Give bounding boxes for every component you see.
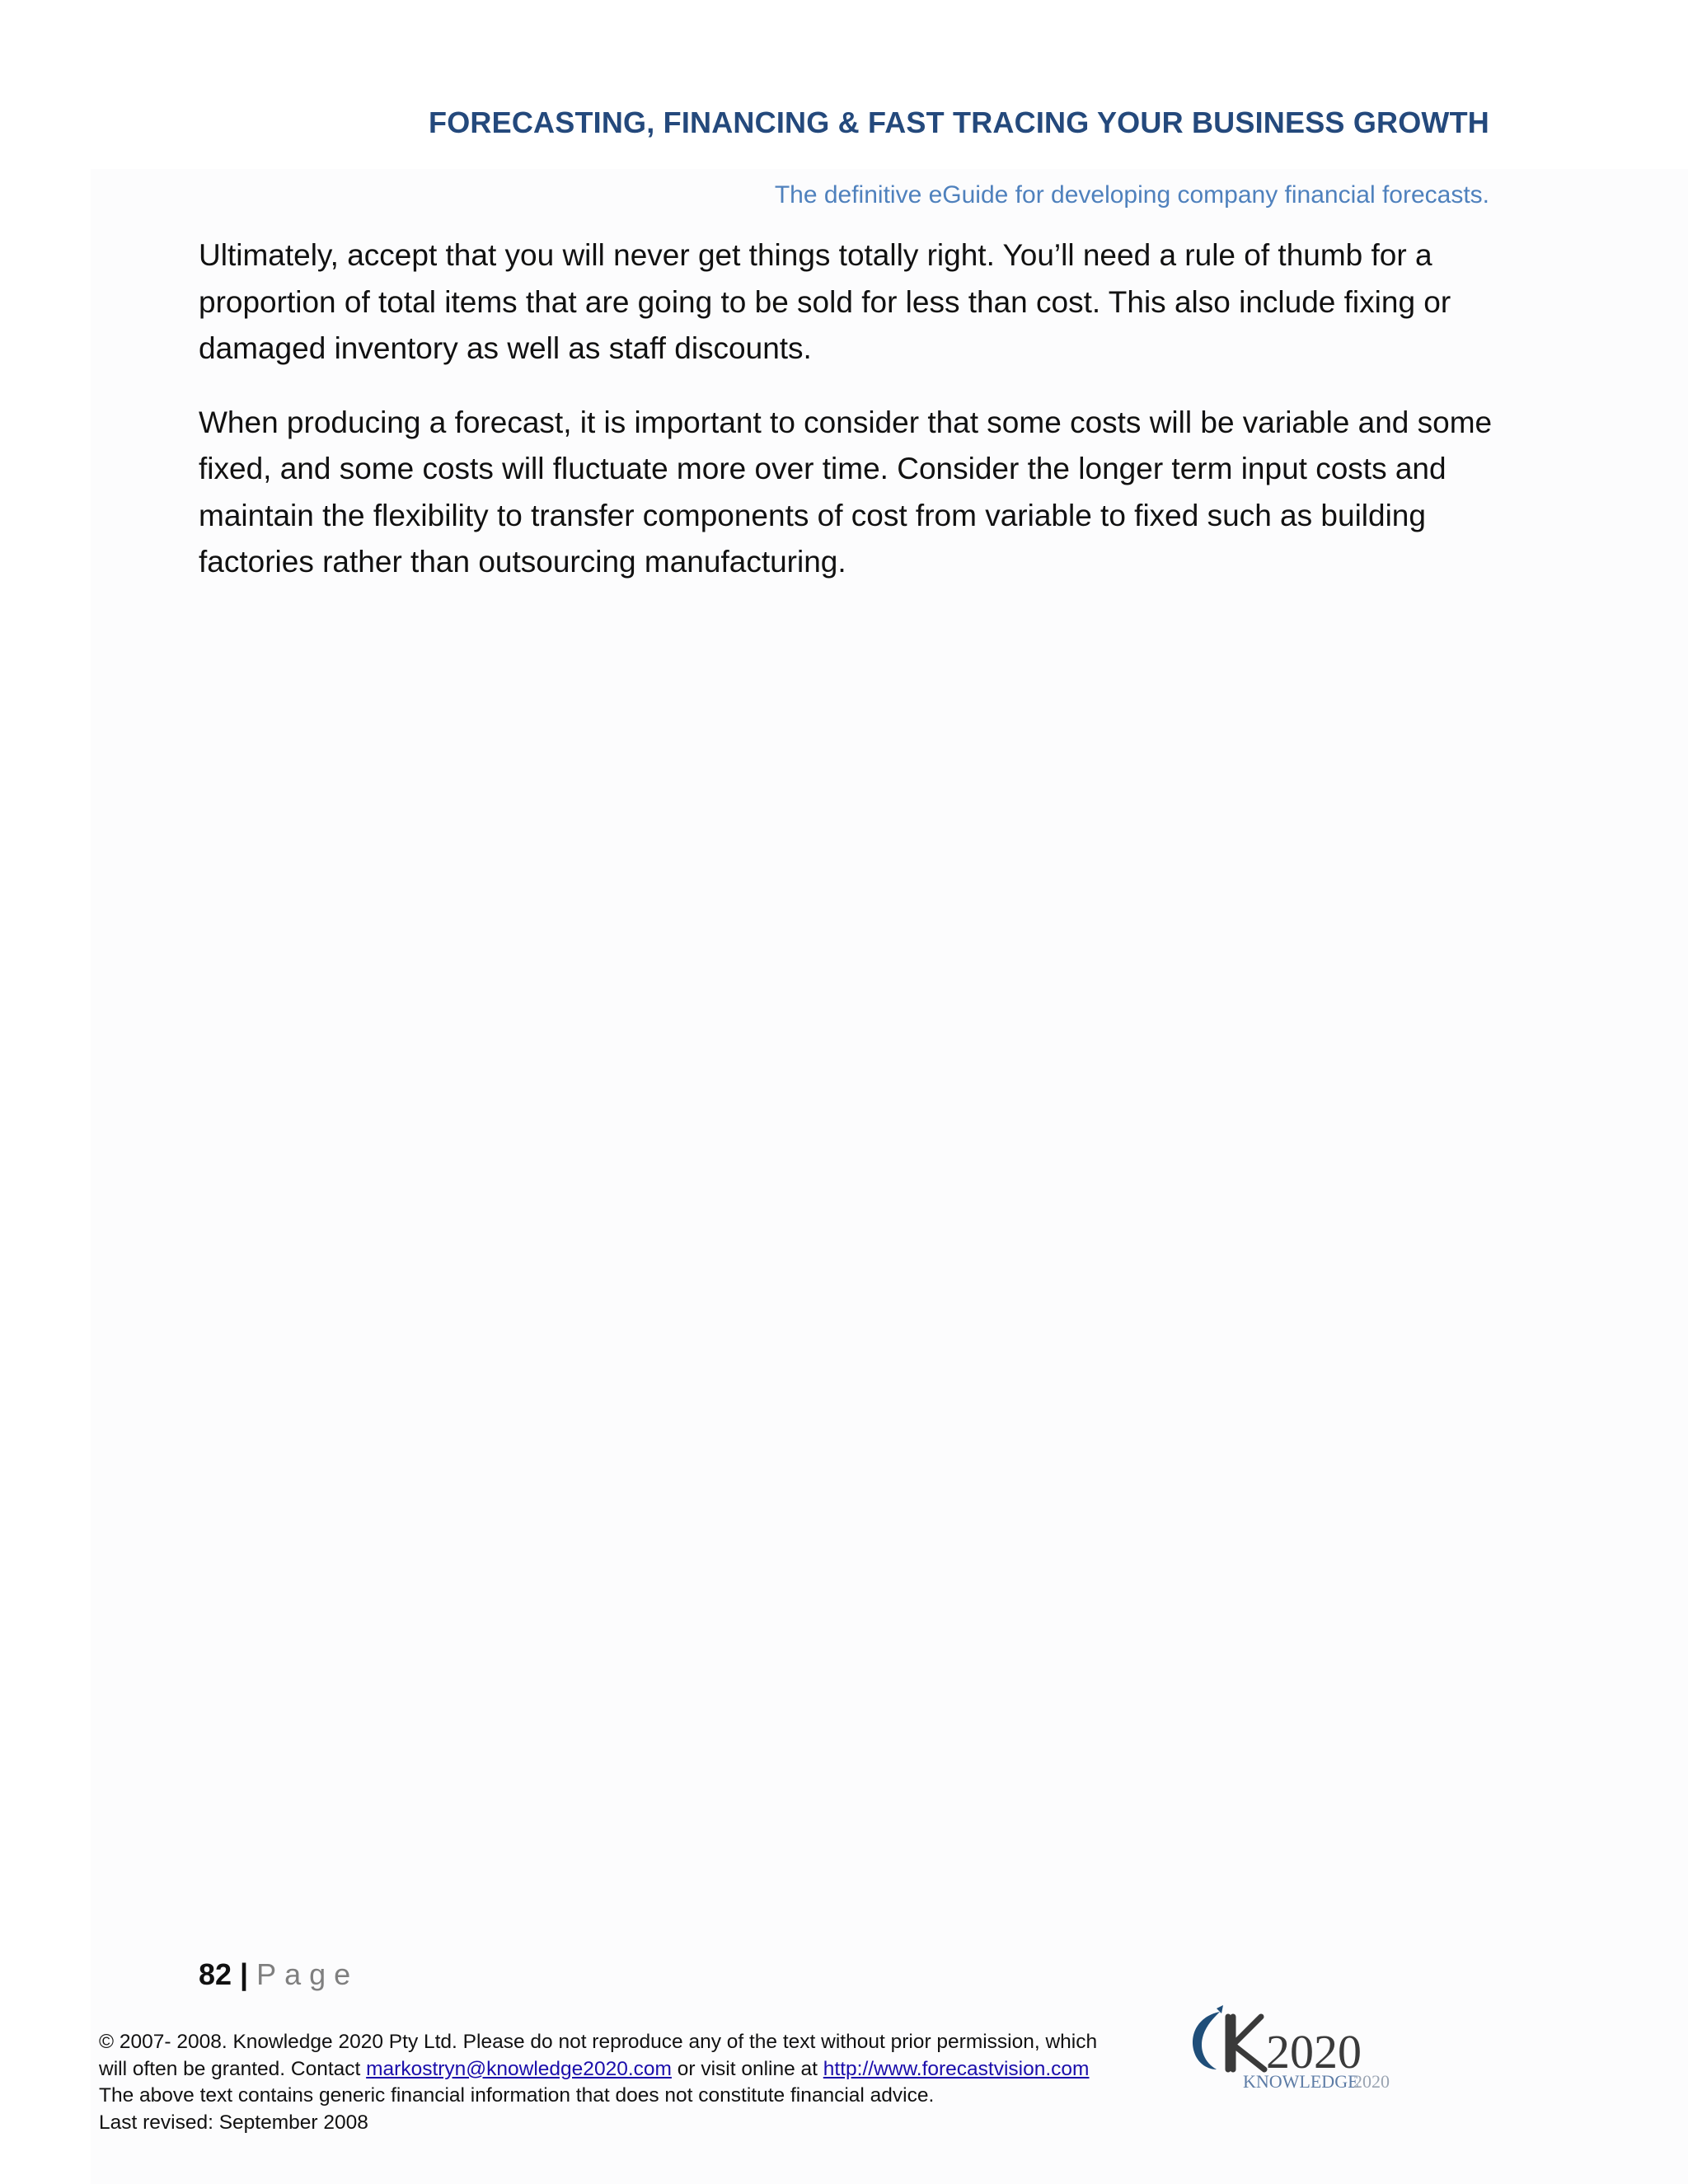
logo-mark-text: 2020 — [1266, 2025, 1362, 2079]
page-number — [199, 1957, 359, 1992]
knowledge2020-logo — [1180, 1999, 1428, 2097]
footer-copyright: © 2007- 2008. Knowledge 2020 Pty Ltd. Please do not reproduce any of the text without prior permission, which — [99, 2031, 1098, 2053]
document-header-title: FORECASTING, FINANCING & FAST TRACING YOUR BUSINESS GROWTH — [429, 105, 1489, 139]
logo-word-light: 2020 — [1353, 2071, 1390, 2092]
website-link[interactable]: http://www.forecastvision.com — [823, 2057, 1090, 2080]
paragraph-2: When producing a forecast, it is important to consider that some costs will be variable and some fixed, and some costs will fluctuate more over time. Consider the longer term input costs and maintain the flexibility to transfer components of cost from variable to fixed such as building factories rather than outsourcing manufacturing. — [199, 405, 1493, 579]
body-text — [199, 232, 1501, 613]
footer — [99, 2029, 1170, 2136]
paragraph-1: Ultimately, accept that you will never get things totally right. You’ll need a rule of thumb for a proportion of total items that are going to be sold for less than cost. This also include fixing or damaged inventory as well as staff discounts. — [199, 238, 1451, 365]
logo-swoosh-icon — [1193, 2012, 1220, 2069]
email-link[interactable]: markostryn@knowledge2020.com — [366, 2057, 672, 2080]
page-number-separator: | — [240, 1957, 249, 1991]
logo-k-letter-icon — [1228, 2017, 1264, 2069]
footer-disclaimer: The above text contains generic financial information that does not constitute financial advice. — [99, 2084, 935, 2107]
logo-icon — [1180, 1999, 1428, 2097]
page-number-value: 82 — [199, 1957, 232, 1991]
footer-revised: Last revised: September 2008 — [99, 2111, 368, 2134]
document-header-subtitle: The definitive eGuide for developing company financial forecasts. — [774, 181, 1489, 209]
logo-word-dark: KNOWLEDGE — [1243, 2071, 1359, 2092]
logo-swoosh-tip-icon — [1217, 2005, 1223, 2013]
footer-contact-line — [99, 2056, 1170, 2083]
page-number-label: Page — [256, 1957, 359, 1991]
footer-contact-prefix: will often be granted. Contact — [99, 2057, 367, 2080]
footer-contact-middle: or visit online at — [671, 2057, 823, 2080]
